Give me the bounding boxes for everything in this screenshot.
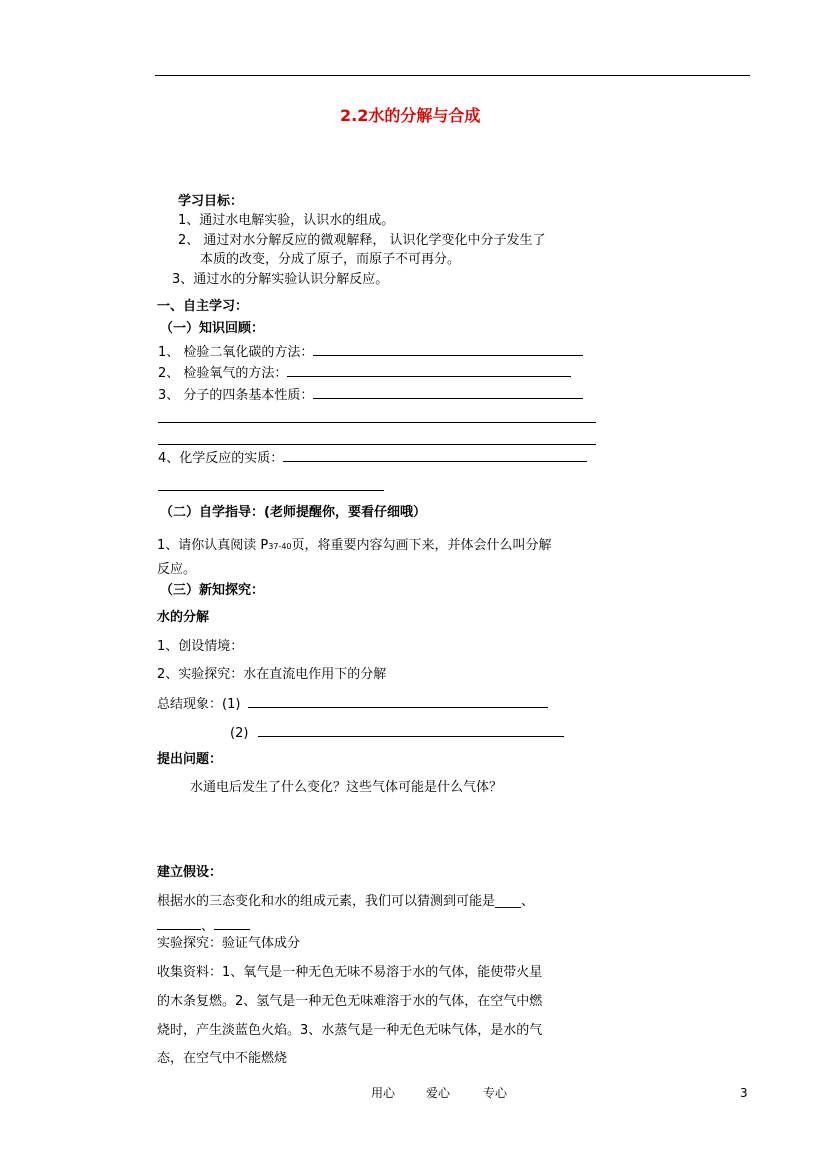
separator: 、 — [201, 919, 215, 934]
hypothesis-blanks — [157, 917, 250, 935]
review-item-label: 3、 分子的四条基本性质： — [158, 388, 314, 403]
review-item — [158, 364, 571, 382]
answer-line[interactable] — [158, 490, 384, 491]
answer-blank[interactable] — [313, 386, 583, 399]
answer-blank[interactable] — [258, 724, 564, 737]
hypothesis-heading: 建立假设： — [157, 865, 223, 880]
review-item — [158, 386, 583, 404]
review-item — [158, 449, 587, 467]
header-rule — [155, 75, 750, 76]
experiment-item: 2、实验探究：水在直流电作用下的分解 — [157, 667, 387, 682]
hypothesis-text: 根据水的三态变化和水的组成元素，我们可以猜测到可能是____、 — [157, 894, 535, 909]
page-number: 3 — [740, 1086, 748, 1100]
answer-blank[interactable] — [248, 695, 548, 708]
footer-motto: 用心 — [371, 1086, 396, 1100]
collect-line: 烧时，产生淡蓝色火焰。3、水蒸气是一种无色无味气体，是水的气 — [157, 1023, 543, 1038]
guide-text — [157, 538, 552, 554]
guide-text-continued: 反应。 — [157, 562, 197, 577]
guide-heading: （二）自学指导：(老师提醒你，要看仔细哦） — [160, 505, 426, 520]
answer-line[interactable] — [158, 444, 596, 445]
verify-item: 实验探究：验证气体成分 — [157, 936, 301, 951]
scene-item: 1、创设情境： — [157, 639, 244, 654]
review-item-label: 2、 检验氧气的方法： — [158, 366, 288, 381]
summary-line-1 — [157, 695, 548, 713]
answer-blank[interactable] — [283, 449, 587, 462]
summary-label: 总结现象：(1) — [157, 697, 241, 712]
guide-text-part: 页，将重要内容勾画下来，并体会什么叫分解 — [291, 538, 552, 553]
review-item — [158, 343, 583, 361]
collect-line: 的木条复燃。2、氢气是一种无色无味难溶于水的气体，在空气中燃 — [157, 994, 543, 1009]
answer-blank[interactable] — [313, 343, 583, 356]
question-heading: 提出问题： — [157, 752, 223, 767]
water-decomposition-heading: 水的分解 — [157, 610, 210, 625]
section-heading: 一、自主学习： — [157, 299, 249, 314]
collect-line: 收集资料：1、氧气是一种无色无味不易溶于水的气体，能使带火星 — [157, 965, 543, 980]
explore-heading: （三）新知探究： — [160, 583, 265, 598]
objective-item: 本质的改变，分成了原子，而原子不可再分。 — [200, 252, 461, 267]
answer-blank[interactable] — [157, 917, 201, 930]
answer-blank[interactable] — [287, 364, 571, 377]
objective-item: 3、通过水的分解实验认识分解反应。 — [172, 272, 389, 287]
page-range-subscript: 37-40 — [268, 542, 292, 551]
page-title: 2.2水的分解与合成 — [340, 106, 481, 125]
answer-blank[interactable] — [214, 917, 250, 930]
collect-line: 态，在空气中不能燃烧 — [157, 1051, 288, 1066]
review-item-label: 4、化学反应的实质： — [158, 451, 284, 466]
summary-label: (2) — [230, 726, 249, 741]
review-heading: （一）知识回顾： — [160, 321, 265, 336]
summary-line-2 — [230, 724, 564, 742]
objective-item: 1、通过水电解实验，认识水的组成。 — [178, 213, 395, 228]
answer-line[interactable] — [158, 422, 596, 423]
footer-motto: 专心 — [483, 1086, 508, 1100]
objective-item: 2、 通过对水分解反应的微观解释， 认识化学变化中分子发生了 — [178, 233, 546, 248]
footer-motto: 爱心 — [426, 1086, 451, 1100]
question-text: 水通电后发生了什么变化？这些气体可能是什么气体？ — [190, 780, 503, 795]
guide-text-part: 1、请你认真阅读 P — [157, 538, 269, 553]
objectives-heading: 学习目标： — [178, 194, 244, 209]
review-item-label: 1、 检验二氧化碳的方法： — [158, 345, 314, 360]
